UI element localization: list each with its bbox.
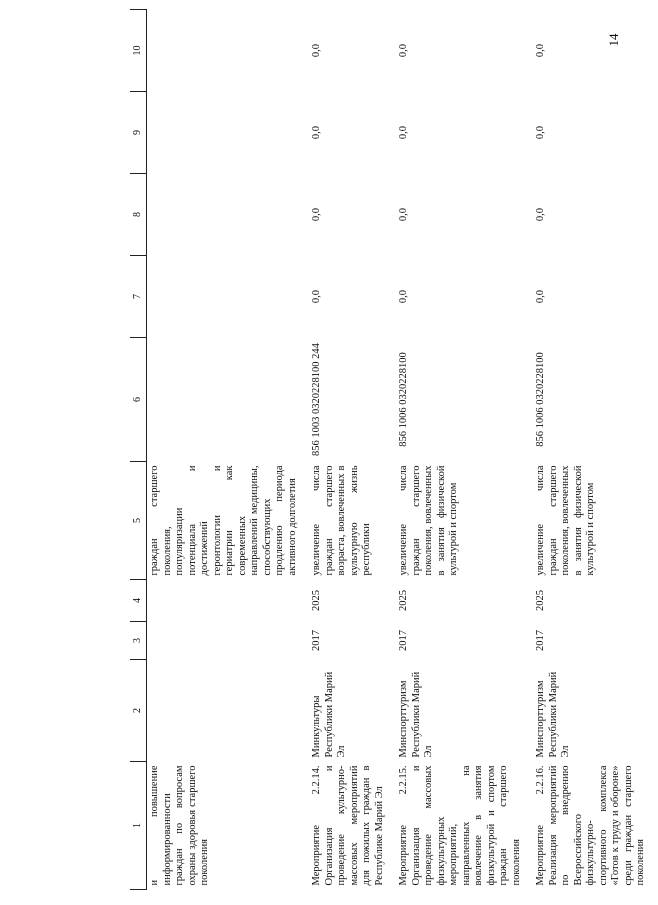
- activity-name: Мероприятие 2.2.16. Реализация мероприятий по внедрению Всероссийского физкультурно-спортивного комплекса «Готов к труду и обороне» среди граждан старшего поколения: [535, 765, 646, 886]
- budget-code: [147, 338, 310, 462]
- table-row: [533, 10, 658, 890]
- value-col7: 0,0: [535, 289, 546, 304]
- table-row: [147, 10, 310, 890]
- end-year: 2025: [535, 590, 546, 611]
- expected-result: увеличение числа граждан старшего возраста, вовлеченных в культурную жизнь республики: [311, 465, 372, 576]
- start-year: 2017: [398, 630, 409, 651]
- value-col9: 0,0: [398, 125, 409, 140]
- expected-result: граждан старшего поколения, популяризации потенциала и достижений геронтологии и гериатрии как современных направлений медицины, способствующих продлению периода активного долголетия: [149, 465, 298, 576]
- expected-result: увеличение числа граждан старшего поколения, вовлеченных в занятия физической культурой и спортом: [535, 465, 596, 576]
- end-year: 2025: [311, 590, 322, 611]
- value-col10: 0,0: [398, 43, 409, 58]
- responsible-executor: [147, 660, 310, 762]
- end-year: 2025: [398, 590, 409, 611]
- column-header: 9: [130, 92, 147, 174]
- activity-name: Мероприятие 2.2.14. Организация и проведение культурно-массовых мероприятий для пожилых граждан в Республике Марий Эл: [311, 765, 385, 886]
- program-activities-table: [130, 9, 658, 890]
- value-col8: 0,0: [398, 207, 409, 222]
- responsible-executor: Минкультуры Республики Марий Эл: [311, 671, 347, 758]
- program-table-container: [130, 10, 646, 890]
- column-header: 5: [130, 462, 147, 580]
- value-col8: 0,0: [535, 207, 546, 222]
- column-header: 4: [130, 580, 147, 622]
- responsible-executor: Минспорттуризм Республики Марий Эл: [535, 671, 571, 758]
- end-year: [147, 580, 310, 622]
- value-col8: 0,0: [311, 207, 322, 222]
- column-header: 3: [130, 622, 147, 660]
- table-row: [396, 10, 533, 890]
- column-header-row: [130, 10, 147, 890]
- column-header: 6: [130, 338, 147, 462]
- column-header: 2: [130, 660, 147, 762]
- column-header: 8: [130, 174, 147, 256]
- column-header: 10: [130, 10, 147, 92]
- activity-name: Мероприятие 2.2.15. Организация и проведение массовых физкультурных мероприятий, направленных на вовлечение в занятия физкультурой и спортом граждан старшего поколения: [398, 765, 522, 886]
- start-year: 2017: [535, 630, 546, 651]
- expected-result: увеличение числа граждан старшего поколения, вовлеченных в занятия физической культурой и спортом: [398, 465, 459, 576]
- value-col7: 0,0: [311, 289, 322, 304]
- value-col7: 0,0: [398, 289, 409, 304]
- value-col9: [147, 92, 310, 174]
- activity-name: и повышение информированности граждан по вопросам охраны здоровья старшего поколения: [149, 765, 210, 886]
- budget-code: 856 1006 0320228100: [535, 352, 546, 447]
- page-number: 14: [606, 33, 621, 47]
- budget-code: 856 1006 0320228100: [398, 352, 409, 447]
- table-row: [309, 10, 396, 890]
- start-year: 2017: [311, 630, 322, 651]
- start-year: [147, 622, 310, 660]
- value-col7: [147, 256, 310, 338]
- value-col8: [147, 174, 310, 256]
- value-col10: [147, 10, 310, 92]
- responsible-executor: Минспорттуризм Республики Марий Эл: [398, 671, 434, 758]
- value-col9: 0,0: [535, 125, 546, 140]
- value-col10: 0,0: [311, 43, 322, 58]
- column-header: 7: [130, 256, 147, 338]
- value-col10: 0,0: [535, 43, 546, 58]
- column-header: 1: [130, 762, 147, 890]
- budget-code: 856 1003 0320228100 244: [311, 343, 322, 456]
- value-col9: 0,0: [311, 125, 322, 140]
